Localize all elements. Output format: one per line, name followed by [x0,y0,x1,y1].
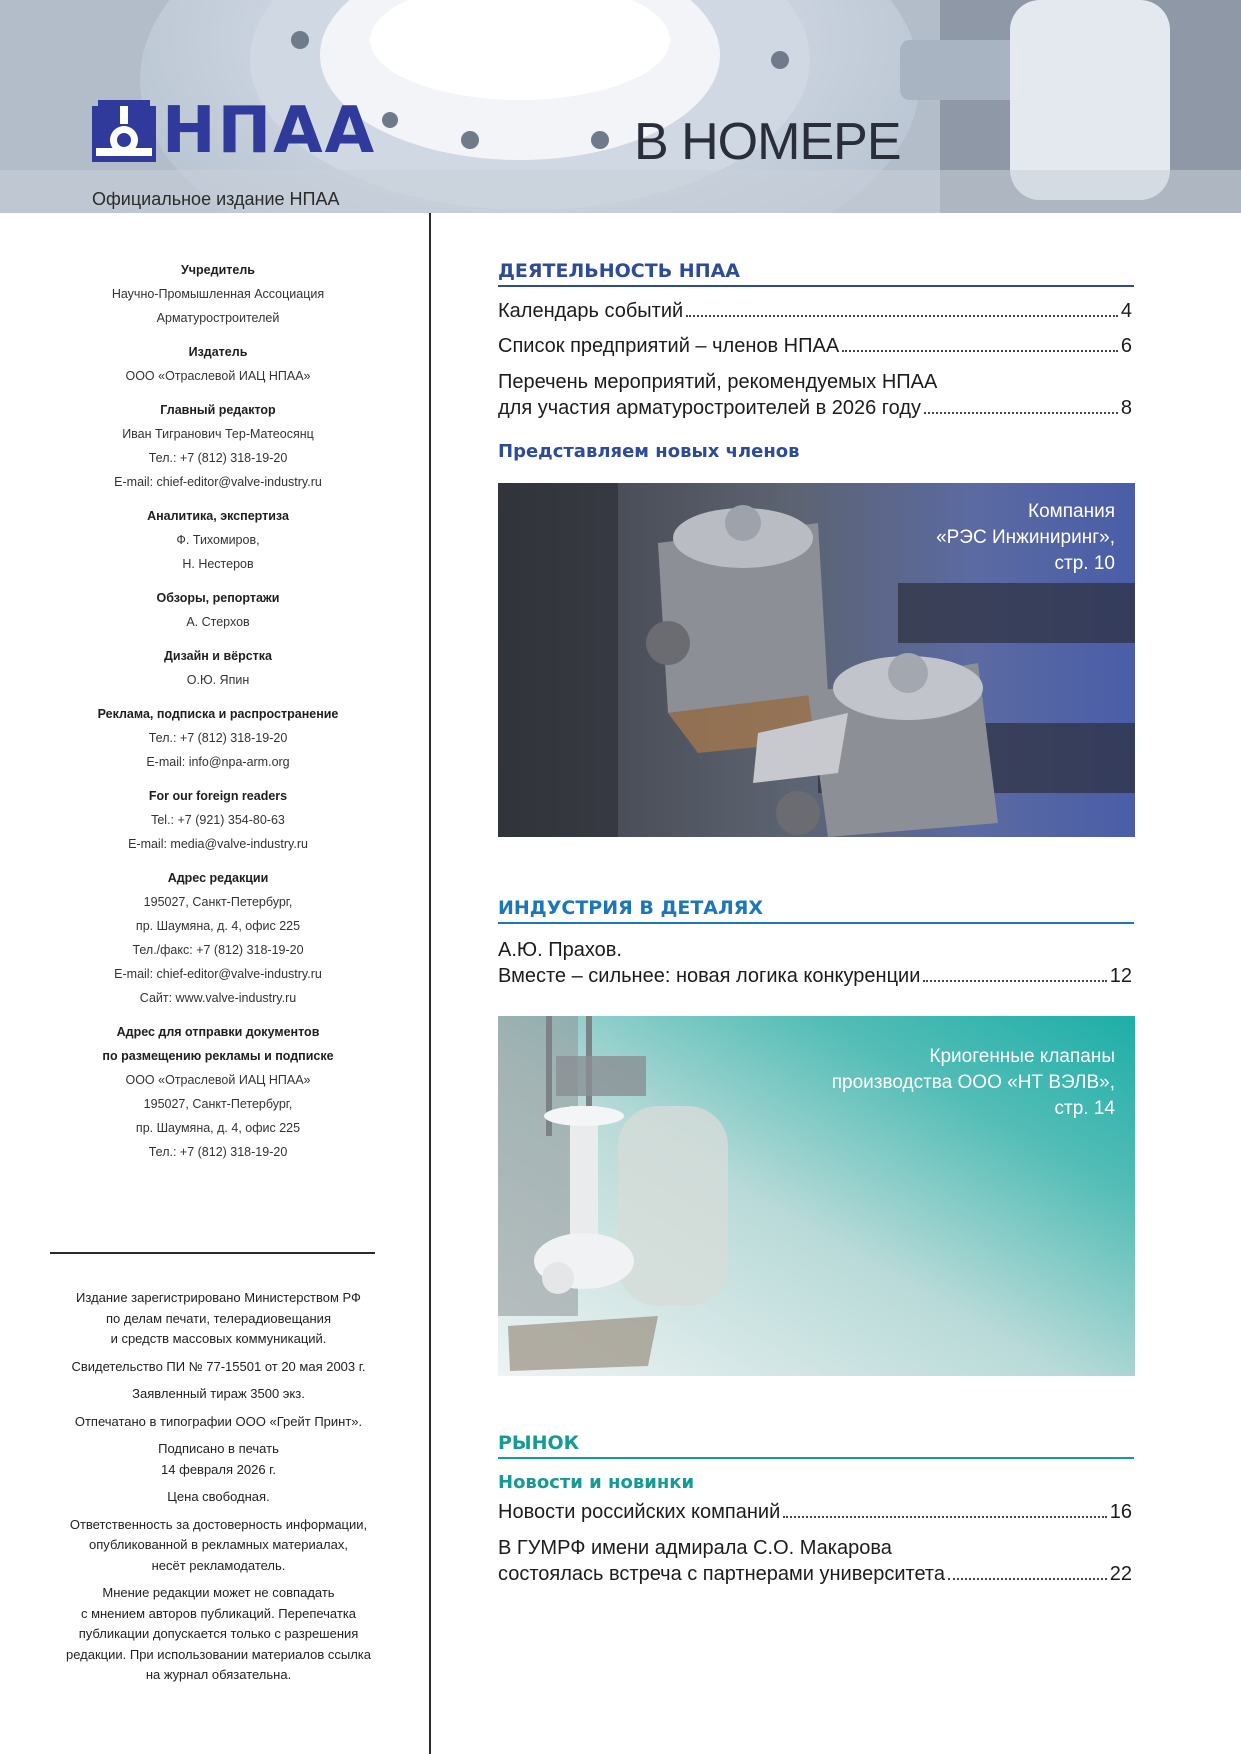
toc-leader-dots [783,1516,1107,1518]
photo-caption [832,1044,1115,1122]
imprint-line: пр. Шаумяна, д. 4, офис 225 [135,1121,301,1135]
imprint-line: Тел.: +7 (812) 318-19-20 [148,451,288,465]
cryogenic-valves-photo[interactable] [498,1016,1135,1376]
imprint-block [48,644,388,692]
imprint-block [48,1020,388,1164]
imprint-block [48,866,388,1010]
toc-entry-title-line: В ГУМРФ имени адмирала С.О. Макарова [498,1537,892,1559]
imprint-line: E-mail: media@valve-industry.ru [128,837,308,851]
legal-line: Подписано в печать [158,1441,279,1456]
legal-line: редакции. При использовании материалов ссылка [65,1646,372,1662]
toc-leader-dots [686,315,1118,317]
legal-line: Ответственность за достоверность информации, [69,1516,368,1532]
imprint-heading: Реклама, подписка и распространение [97,707,339,721]
imprint-block [48,504,388,576]
legal-line: на журнал обязательна. [145,1667,292,1682]
toc-entry-title-line: Перечень мероприятий, рекомендуемых НПАА [498,371,938,393]
imprint-line: пр. Шаумяна, д. 4, офис 225 [135,919,301,933]
toc-entry[interactable] [498,937,1132,989]
toc-entry[interactable] [498,333,1132,359]
toc-page-number: 4 [1120,300,1132,322]
toc-entry[interactable] [498,298,1132,324]
imprint-line: Тел./факс: +7 (812) 318-19-20 [132,943,304,957]
imprint-block [48,398,388,494]
toc-entry-title: Список предприятий – членов НПАА [498,335,840,357]
imprint-line: Сайт: www.valve-industry.ru [139,991,297,1005]
imprint-block [48,258,388,330]
toc-entry-title: Календарь событий [498,300,684,322]
logo-text: НПАА [162,94,377,168]
imprint-line: 195027, Санкт-Петербург, [143,895,293,909]
imprint-block [48,586,388,634]
caption-line: стр. 14 [1054,1098,1115,1119]
imprint-heading: Издатель [188,345,248,359]
legal-line: Издание зарегистрировано Министерством РФ [76,1290,361,1305]
toc-entry-title: состоялась встреча с партнерами университета [498,1563,945,1585]
legal-paragraph [56,1288,381,1350]
legal-paragraph [56,1487,381,1508]
toc-page-number: 12 [1109,965,1132,987]
imprint-line: ООО «Отраслевой ИАЦ НПАА» [125,1073,311,1087]
imprint-line: Тел.: +7 (812) 318-19-20 [148,1145,288,1159]
legal-paragraph [56,1439,381,1480]
imprint-heading: Главный редактор [160,403,276,417]
legal-line: публикации допускается только с разрешения [78,1626,359,1641]
imprint-line: А. Стерхов [186,615,250,629]
section-heading-market: РЫНОК [498,1430,1134,1459]
legal-line: опубликованной в рекламных материалах, [89,1537,348,1552]
subheading-new-members: Представляем новых членов [498,441,800,462]
legal-paragraph [56,1384,381,1405]
section-heading-npaa: ДЕЯТЕЛЬНОСТЬ НПАА [498,258,1134,287]
toc-entry-title: Вместе – сильнее: новая логика конкуренции [498,965,921,987]
imprint-line: Tel.: +7 (921) 354-80-63 [151,813,285,827]
caption-line: Криогенные клапаны [929,1046,1115,1067]
imprint-line: E-mail: chief-editor@valve-industry.ru [114,475,322,489]
legal-paragraph [56,1357,381,1378]
toc-page-number: 8 [1120,397,1132,419]
left-divider [50,1252,375,1254]
toc-entry-title: для участия арматуростроителей в 2026 году [498,397,922,419]
photo-caption [936,499,1115,577]
page-title: В НОМЕРЕ [634,113,901,171]
imprint-heading: For our foreign readers [148,789,288,803]
toc-entry[interactable] [498,1535,1132,1587]
toc-entry[interactable] [498,369,1132,421]
imprint-line: E-mail: chief-editor@valve-industry.ru [114,967,322,981]
imprint-line: Н. Нестеров [182,557,254,571]
imprint-line: E-mail: info@npa-arm.org [146,755,290,769]
legal-line: и средств массовых коммуникаций. [110,1331,327,1346]
imprint-block [48,340,388,388]
imprint-block [48,702,388,774]
imprint-line: 195027, Санкт-Петербург, [143,1097,293,1111]
legal-notice [56,1288,381,1693]
legal-line: 14 февраля 2026 г. [161,1461,276,1477]
toc-entry-author: А.Ю. Прахов. [498,939,622,961]
legal-line: Отпечатано в типографии ООО «Грейт Принт». [74,1413,363,1429]
toc-leader-dots [948,1578,1107,1580]
imprint-line: ООО «Отраслевой ИАЦ НПАА» [125,369,311,383]
toc-page-number: 16 [1109,1501,1132,1523]
legal-line: по делам печати, телерадиовещания [106,1310,331,1326]
imprint-line: О.Ю. Япин [186,673,250,687]
imprint-line: Иван Тигранович Тер-Матеосянц [122,427,314,441]
caption-line: стр. 10 [1054,553,1115,574]
imprint-heading: Адрес редакции [167,871,269,885]
imprint-column [48,258,388,1174]
imprint-heading: Обзоры, репортажи [156,591,280,605]
legal-line: несёт рекламодатель. [151,1557,286,1573]
toc-entry[interactable] [498,1499,1132,1525]
header-banner [0,0,1241,213]
legal-paragraph [56,1515,381,1577]
legal-line: Цена свободная. [167,1489,270,1504]
res-engineering-photo[interactable] [498,483,1135,837]
imprint-line: Ф. Тихомиров, [176,533,260,547]
legal-line: Свидетельство ПИ № 77-15501 от 20 мая 2003 г. [71,1358,366,1374]
toc-leader-dots [924,412,1118,414]
imprint-line: Арматуростроителей [156,311,280,325]
imprint-heading: Дизайн и вёрстка [163,649,272,663]
imprint-line: Научно-Промышленная Ассоциация [111,287,325,301]
imprint-heading: Учредитель [181,263,255,277]
caption-line: «РЭС Инжиниринг», [936,527,1115,548]
toc-leader-dots [842,350,1118,352]
toc-page-number: 6 [1120,335,1132,357]
column-divider [429,213,431,1754]
legal-paragraph [56,1583,381,1686]
subheading-news: Новости и новинки [498,1472,695,1493]
imprint-heading: по размещению рекламы и подписке [102,1049,334,1063]
imprint-heading: Адрес для отправки документов [116,1025,320,1039]
header-subtitle: Официальное издание НПАА [92,189,340,209]
imprint-block [48,784,388,856]
legal-line: Мнение редакции может не совпадать [102,1585,335,1600]
legal-line: с мнением авторов публикаций. Перепечатка [80,1605,357,1621]
legal-paragraph [56,1412,381,1433]
toc-page-number: 22 [1109,1563,1132,1585]
legal-line: Заявленный тираж 3500 экз. [132,1386,305,1401]
caption-line: производства ООО «НТ ВЭЛВ», [831,1072,1115,1093]
imprint-heading: Аналитика, экспертиза [147,509,289,523]
toc-entry-title: Новости российских компаний [498,1501,781,1523]
section-heading-industry: ИНДУСТРИЯ В ДЕТАЛЯХ [498,895,1134,924]
imprint-line: Тел.: +7 (812) 318-19-20 [148,731,288,745]
caption-line: Компания [1028,501,1115,522]
toc-leader-dots [923,980,1106,982]
